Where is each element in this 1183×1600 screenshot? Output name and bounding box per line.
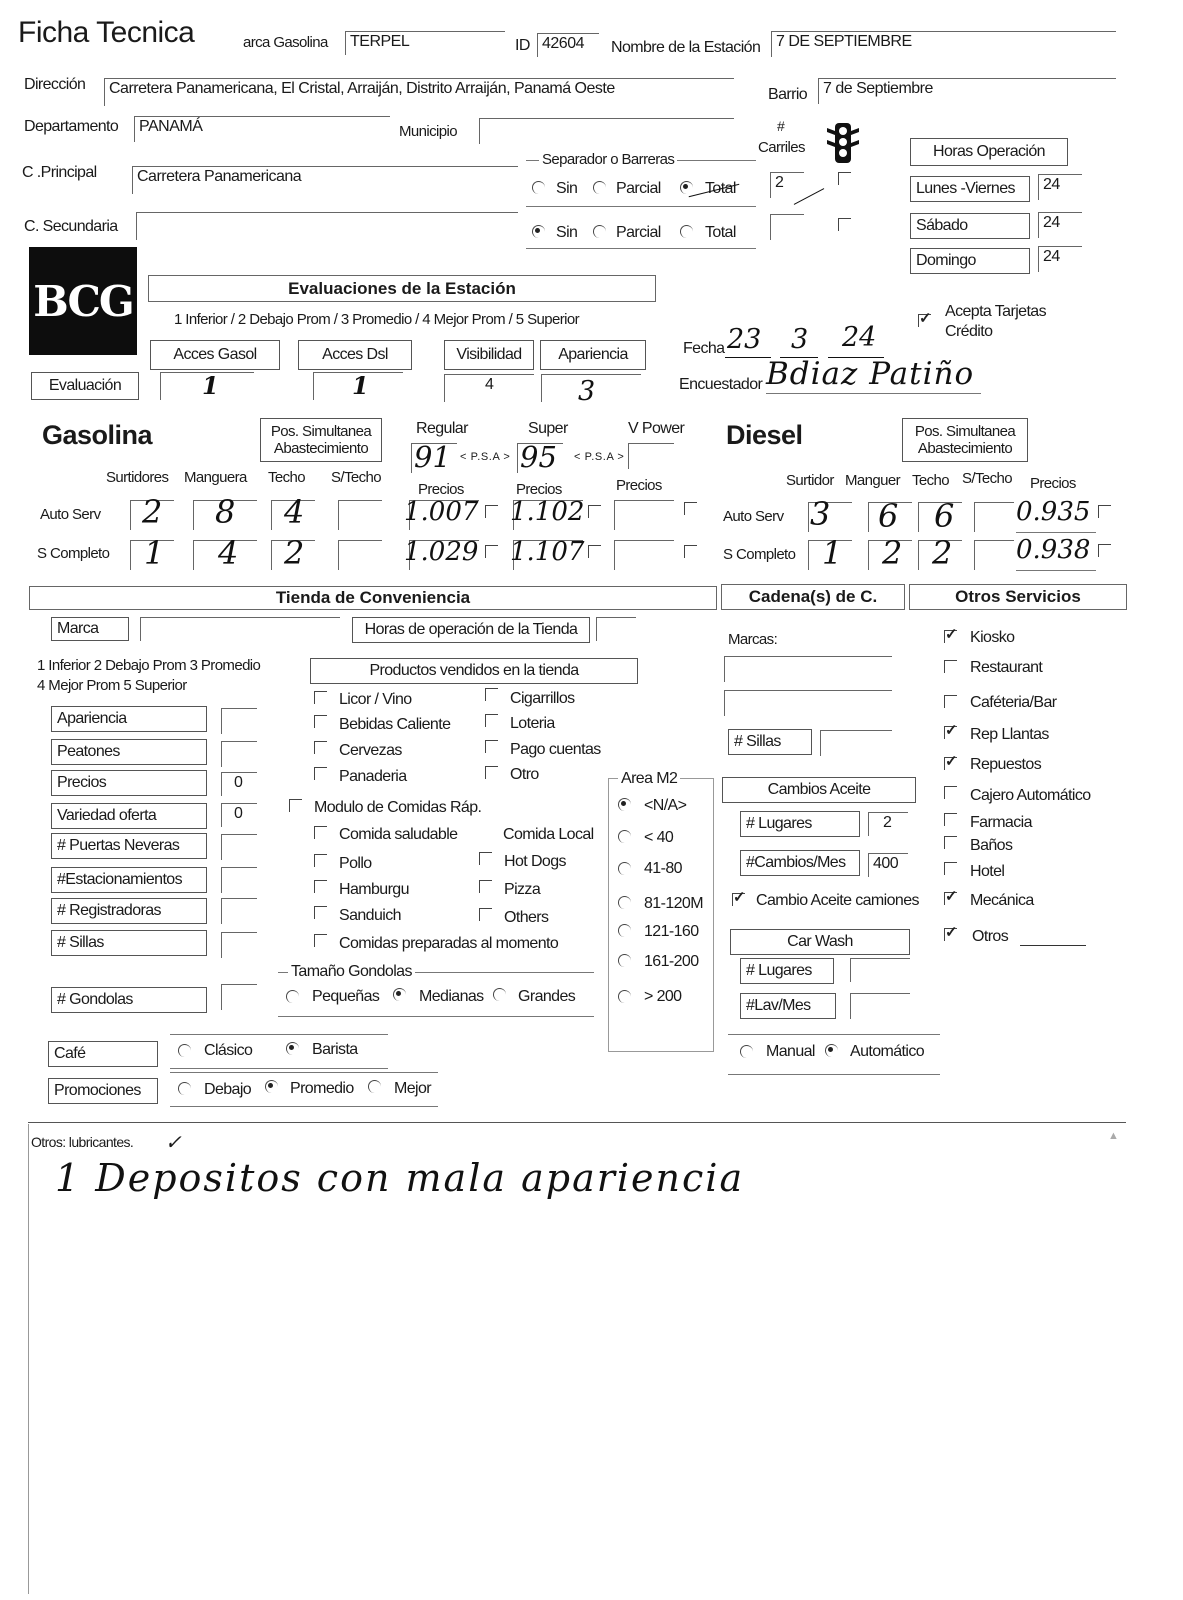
gasolina-completo-regular-check[interactable] [485, 545, 498, 558]
gasolina-auto-regular-price: 1.007 [404, 497, 479, 527]
wash-automatico-radio[interactable] [825, 1044, 838, 1057]
id-field[interactable]: 42604 [537, 33, 599, 57]
regular-label: Regular [416, 420, 468, 437]
cafe-barista-radio[interactable] [286, 1042, 299, 1055]
area-81-120-radio[interactable] [618, 896, 631, 909]
tienda-marca-label: Marca [51, 617, 129, 641]
encuestador-label: Encuestador [679, 376, 763, 393]
super-psa-label: < P.S.A > [574, 451, 625, 463]
producto-licor-label: Licor / Vino [339, 691, 412, 708]
area-gt200-radio[interactable] [618, 990, 631, 1003]
id-label: ID [515, 37, 530, 54]
separador2-parcial-radio[interactable] [593, 225, 606, 238]
comida-pizza-label: Pizza [504, 881, 541, 898]
carwash-lav-mes-field[interactable] [850, 993, 910, 1019]
apariencia-value: 3 [578, 376, 596, 407]
vpower-precios-label: Precios [616, 477, 662, 494]
gasolina-auto-regular-check[interactable] [485, 505, 498, 518]
producto-cervezas-checkbox[interactable] [314, 741, 327, 754]
diesel-auto-price-line [1016, 532, 1096, 533]
acces-dsl-label: Acces Dsl [298, 340, 412, 370]
separador1-sin-radio[interactable] [532, 181, 545, 194]
separador-divider [526, 206, 756, 207]
barrio-field[interactable]: 7 de Septiembre [818, 78, 1116, 104]
vpower-octane-field[interactable] [628, 443, 674, 469]
stecho-label: S/Techo [331, 469, 381, 486]
servicio-kiosko-checkbox[interactable] [944, 630, 957, 643]
gasolina-completo-vpower-check[interactable] [684, 545, 697, 558]
diesel-completo-price-check[interactable] [1098, 544, 1111, 557]
gasolina-completo-manguera-value: 4 [218, 534, 239, 572]
rating-peatones-label: Peatones [51, 739, 207, 765]
comida-pizza-checkbox[interactable] [479, 880, 492, 893]
bcg-logo [29, 247, 137, 355]
cadena-marca2-field[interactable] [724, 690, 892, 716]
cadena-sillas-label: # Sillas [728, 729, 812, 755]
cambio-camiones-checkbox[interactable] [732, 893, 745, 906]
diesel-completo-surtidor-value: 1 [822, 534, 843, 572]
diesel-completo-price: 0.938 [1016, 535, 1091, 565]
evaluaciones-title: Evaluaciones de la Estación [148, 275, 656, 302]
gasolina-s-completo-label: S Completo [37, 545, 110, 562]
car-wash-title: Car Wash [730, 929, 910, 955]
area-121-160-radio[interactable] [618, 924, 631, 937]
diesel-auto-stecho-field[interactable] [974, 502, 1014, 532]
servicio-otros-label: Otros [972, 928, 1009, 945]
producto-otro-checkbox[interactable] [485, 766, 498, 779]
gondolas-grandes-radio[interactable] [493, 988, 506, 1001]
separador1-total-radio[interactable] [680, 181, 693, 194]
cambios-aceite-title: Cambios Aceite [722, 777, 916, 803]
comida-local-label: Comida Local [503, 826, 594, 843]
gasolina-pos-simultanea-box [260, 418, 382, 462]
departamento-label: Departamento [24, 118, 119, 135]
regular-precios-label: Precios [418, 481, 464, 498]
form-title: Ficha Tecnica [18, 16, 195, 49]
area-frame [608, 778, 714, 1052]
servicio-repuestos-label: Repuestos [970, 756, 1042, 773]
promociones-label: Promociones [48, 1078, 158, 1104]
direccion-label: Dirección [24, 76, 86, 93]
carriles-label: Carriles [758, 139, 805, 156]
area-41-80-radio[interactable] [618, 862, 631, 875]
carriles2-checkbox[interactable] [838, 218, 851, 231]
notes-label: Otros: lubricantes. [31, 1134, 134, 1150]
acepta-tarjetas-checkbox[interactable] [918, 314, 931, 327]
servicio-hotel-label: Hotel [970, 863, 1005, 880]
separador2-parcial-label: Parcial [616, 224, 661, 241]
tienda-conveniencia-title: Tienda de Conveniencia [29, 586, 717, 610]
servicio-mecanica-label: Mecánica [970, 892, 1034, 909]
gondolas-medianas-label: Medianas [419, 988, 484, 1005]
gasolina-auto-vpower-price-field[interactable] [614, 500, 674, 530]
wash-manual-radio[interactable] [740, 1045, 753, 1058]
diesel-auto-price: 0.935 [1016, 497, 1091, 527]
carriles-hash: # [777, 118, 785, 134]
comida-sanduich-label: Sanduich [339, 907, 401, 924]
diesel-manguer-label: Manguer [845, 472, 901, 489]
separador2-sin-label: Sin [556, 224, 578, 241]
gasolina-completo-surtidores-value: 1 [144, 534, 165, 572]
promo-mejor-label: Mejor [394, 1080, 432, 1097]
rating-registradoras-label: # Registradoras [51, 898, 207, 924]
diesel-s-completo-label: S Completo [723, 546, 796, 563]
separador1-parcial-label: Parcial [616, 180, 661, 197]
cafe-label: Café [48, 1041, 158, 1067]
rating-sillas-field[interactable] [221, 932, 257, 958]
cadena-marca1-field[interactable] [724, 656, 892, 682]
separador2-total-radio[interactable] [680, 225, 693, 238]
separador-title: Separador o Barreras [539, 151, 677, 168]
rating-variedad-field[interactable]: 0 [221, 803, 257, 827]
diesel-pos-sim-line2: Abastecimiento [917, 440, 1013, 457]
acces-gasol-value: 1 [202, 371, 219, 400]
gasolina-auto-super-check[interactable] [588, 505, 601, 518]
gondolas-grandes-label: Grandes [518, 988, 576, 1005]
fecha-label: Fecha [683, 340, 725, 357]
diesel-completo-manguer-value: 2 [882, 534, 903, 572]
fecha-year: 24 [842, 322, 877, 353]
separador2-total-label: Total [705, 224, 736, 241]
manguera-label: Manguera [184, 469, 247, 486]
servicio-banos-checkbox[interactable] [944, 836, 957, 849]
comida-hotdogs-label: Hot Dogs [504, 853, 566, 870]
rating-estacionamientos-label: #Estacionamientos [51, 867, 207, 893]
diesel-auto-manguer-value: 6 [878, 497, 899, 535]
gondolas-frame-bottom [278, 1016, 594, 1017]
lunes-viernes-field[interactable]: 24 [1038, 174, 1082, 200]
carriles2-field[interactable] [770, 214, 804, 240]
productos-title: Productos vendidos en la tienda [310, 658, 638, 684]
area-na-radio[interactable] [618, 798, 631, 811]
gasolina-auto-techo-value: 4 [284, 493, 305, 531]
servicio-repuestos-checkbox[interactable] [944, 757, 957, 770]
cadena-title: Cadena(s) de C. [721, 584, 905, 610]
encuestador-signature: Bdiaz Patiño [766, 356, 975, 392]
tienda-horas-label: Horas de operación de la Tienda [352, 617, 590, 643]
gasolina-pos-sim-line2: Abastecimiento [273, 440, 369, 457]
separador-bottom-line [526, 248, 756, 249]
comida-saludable-checkbox[interactable] [314, 826, 327, 839]
diesel-auto-price-check[interactable] [1098, 505, 1111, 518]
producto-bebidas-label: Bebidas Caliente [339, 716, 451, 733]
promo-promedio-label: Promedio [290, 1080, 354, 1097]
credito-label: Crédito [945, 323, 993, 340]
diesel-stecho-label: S/Techo [962, 470, 1012, 487]
gasolina-auto-serv-label: Auto Serv [40, 506, 101, 523]
gasolina-completo-regular-price: 1.029 [404, 537, 479, 567]
super-label: Super [528, 420, 568, 437]
diesel-auto-techo-value: 6 [934, 497, 955, 535]
tienda-scale-line1: 1 Inferior 2 Debajo Prom 3 Promedio [37, 657, 261, 674]
modulo-comidas-checkbox[interactable] [289, 799, 302, 812]
servicio-restaurant-checkbox[interactable] [944, 660, 957, 673]
area-lt40-label: < 40 [644, 829, 674, 846]
super-octane-value: 95 [520, 440, 557, 474]
servicio-farmacia-checkbox[interactable] [944, 813, 957, 826]
cadena-sillas-field[interactable] [820, 730, 892, 756]
marca-gasolina-field[interactable]: TERPEL [345, 31, 505, 55]
wash-frame-bottom [728, 1074, 940, 1075]
area-161-200-radio[interactable] [618, 954, 631, 967]
sabado-label: Sábado [910, 213, 1030, 239]
comida-others-checkbox[interactable] [479, 908, 492, 921]
rating-estacionamientos-field[interactable] [221, 867, 257, 893]
rating-precios-field[interactable]: 0 [221, 772, 257, 796]
gasolina-completo-super-check[interactable] [588, 545, 601, 558]
notes-top-divider [28, 1122, 1126, 1123]
producto-panaderia-label: Panaderia [339, 768, 407, 785]
servicio-otros-line [1020, 945, 1086, 946]
calle-secundaria-field[interactable] [136, 212, 518, 240]
rating-sillas-label: # Sillas [51, 930, 207, 956]
promo-mejor-radio[interactable] [368, 1080, 381, 1093]
cambios-lugares-field[interactable]: 2 [868, 812, 908, 836]
cadena-marcas-label: Marcas: [728, 631, 778, 648]
cafe-frame-top [170, 1034, 388, 1035]
tienda-horas-field[interactable] [596, 617, 636, 641]
rating-precios-label: Precios [51, 770, 207, 796]
fecha-day: 23 [727, 324, 762, 355]
lunes-viernes-label: Lunes -Viernes [910, 176, 1030, 202]
servicio-farmacia-label: Farmacia [970, 814, 1032, 831]
gondolas-medianas-radio[interactable] [393, 988, 406, 1001]
producto-licor-checkbox[interactable] [314, 691, 327, 704]
gasolina-completo-vpower-price-field[interactable] [614, 540, 674, 570]
wash-manual-label: Manual [766, 1043, 815, 1060]
comida-hamburgu-checkbox[interactable] [314, 880, 327, 893]
promo-frame-bottom [170, 1106, 438, 1107]
producto-loteria-checkbox[interactable] [485, 714, 498, 727]
comida-others-label: Others [504, 909, 549, 926]
gondolas-pequenas-label: Pequeñas [312, 988, 380, 1005]
gasolina-title: Gasolina [42, 420, 153, 450]
servicio-cafeteria-checkbox[interactable] [944, 695, 957, 708]
diesel-completo-price-line [1016, 570, 1096, 571]
regular-psa-label: < P.S.A > [460, 451, 511, 463]
area-na-label: <N/A> [644, 797, 687, 814]
servicio-mecanica-checkbox[interactable] [944, 892, 957, 905]
servicio-kiosko-label: Kiosko [970, 629, 1015, 646]
super-precios-label: Precios [516, 481, 562, 498]
carriles-field[interactable]: 2 [770, 172, 804, 198]
area-title: Area M2 [618, 770, 680, 788]
cafe-clasico-radio[interactable] [178, 1044, 191, 1057]
diesel-completo-stecho-field[interactable] [974, 540, 1014, 570]
servicio-banos-label: Baños [970, 837, 1013, 854]
comida-preparadas-label: Comidas preparadas al momento [339, 935, 559, 952]
producto-pago-cuentas-checkbox[interactable] [485, 740, 498, 753]
comida-saludable-label: Comida saludable [339, 826, 458, 843]
gasolina-completo-super-price: 1.107 [510, 537, 585, 567]
encuestador-line [766, 393, 981, 394]
area-121-160-label: 121-160 [644, 923, 699, 940]
regular-octane-value: 91 [414, 440, 451, 474]
tienda-marca-field[interactable] [140, 617, 340, 641]
diesel-pos-sim-line1: Pos. Simultanea [914, 423, 1016, 440]
gondolas-count-label: # Gondolas [51, 987, 207, 1013]
visibilidad-label: Visibilidad [444, 340, 534, 370]
comida-preparadas-checkbox[interactable] [314, 934, 327, 947]
cambios-mes-field[interactable]: 400 [868, 853, 908, 877]
producto-bebidas-checkbox[interactable] [314, 715, 327, 728]
rating-variedad-label: Variedad oferta [51, 803, 207, 829]
cafe-barista-label: Barista [312, 1041, 358, 1058]
rating-registradoras-field[interactable] [221, 898, 257, 924]
surtidores-label: Surtidores [106, 469, 169, 486]
rating-apariencia-field[interactable] [221, 708, 257, 734]
otros-servicios-title: Otros Servicios [909, 584, 1127, 610]
apariencia-label: Apariencia [540, 340, 646, 370]
servicio-cajero-label: Cajero Automático [970, 787, 1091, 804]
diesel-techo-label: Techo [912, 472, 950, 489]
carriles1-checkbox[interactable] [838, 172, 851, 185]
notes-textarea[interactable] [28, 1124, 1126, 1594]
acces-dsl-value: 1 [352, 371, 369, 400]
rating-puertas-neveras-field[interactable] [221, 834, 257, 860]
fecha-month: 3 [791, 324, 809, 355]
fecha-day-line [725, 357, 771, 358]
bcg-logo-text: BCG [33, 276, 133, 326]
notes-handwritten: 1 Depositos con mala apariencia [55, 1156, 745, 1200]
producto-loteria-label: Loteria [510, 715, 555, 732]
separador1-parcial-radio[interactable] [593, 181, 606, 194]
promo-promedio-radio[interactable] [265, 1080, 278, 1093]
nombre-estacion-label: Nombre de la Estación [611, 39, 761, 56]
separador1-total-label: Total [705, 180, 736, 197]
area-gt200-label: > 200 [644, 988, 682, 1005]
gasolina-auto-manguera-value: 8 [215, 493, 236, 531]
evaluaciones-scale: 1 Inferior / 2 Debajo Prom / 3 Promedio / 4 Mejor Prom / 5 Superior [174, 311, 579, 328]
visibilidad-field[interactable]: 4 [444, 374, 534, 402]
diesel-auto-surtidor-value: 3 [810, 495, 831, 533]
rating-apariencia-label: Apariencia [51, 706, 207, 732]
area-lt40-radio[interactable] [618, 830, 631, 843]
horas-operacion-title: Horas Operación [910, 138, 1068, 166]
cambios-mes-label: #Cambios/Mes [740, 850, 860, 876]
servicio-rep-llantas-checkbox[interactable] [944, 726, 957, 739]
servicio-hotel-checkbox[interactable] [944, 862, 957, 875]
diesel-auto-serv-label: Auto Serv [723, 508, 784, 525]
cambio-camiones-label: Cambio Aceite camiones [756, 892, 919, 909]
barrio-label: Barrio [768, 86, 808, 103]
carwash-lav-mes-label: #Lav/Mes [740, 993, 836, 1019]
area-81-120-label: 81-120M [644, 895, 703, 912]
tienda-scale-line2: 4 Mejor Prom 5 Superior [37, 677, 187, 694]
servicio-restaurant-label: Restaurant [970, 659, 1043, 676]
cambios-lugares-label: # Lugares [740, 811, 860, 837]
comida-pollo-label: Pollo [339, 855, 372, 872]
gasolina-auto-vpower-check[interactable] [684, 502, 697, 515]
servicio-otros-checkbox[interactable] [944, 928, 957, 941]
promo-debajo-radio[interactable] [178, 1082, 191, 1095]
rating-puertas-neveras-label: # Puertas Neveras [51, 833, 207, 859]
carwash-lugares-field[interactable] [850, 958, 910, 982]
comida-sanduich-checkbox[interactable] [314, 906, 327, 919]
departamento-field[interactable]: PANAMÁ [134, 116, 390, 142]
calle-principal-label: C .Principal [22, 164, 97, 181]
diesel-pos-simultanea-box [902, 418, 1028, 462]
comida-hotdogs-checkbox[interactable] [479, 852, 492, 865]
area-161-200-label: 161-200 [644, 953, 699, 970]
producto-pago-cuentas-label: Pago cuentas [510, 741, 601, 758]
producto-cigarrillos-checkbox[interactable] [485, 688, 498, 701]
servicio-cajero-checkbox[interactable] [944, 786, 957, 799]
diesel-precios-label: Precios [1030, 475, 1076, 492]
modulo-comidas-label: Modulo de Comidas Ráp. [314, 799, 482, 816]
gasolina-completo-techo-value: 2 [284, 534, 305, 572]
gasolina-auto-surtidores-value: 2 [142, 493, 163, 531]
acces-gasol-label: Acces Gasol [150, 340, 280, 370]
calle-principal-field[interactable]: Carretera Panamericana [132, 166, 518, 194]
gasolina-auto-super-price: 1.102 [510, 497, 585, 527]
carwash-lugares-label: # Lugares [740, 958, 834, 984]
municipio-label: Municipio [399, 123, 457, 140]
gondolas-pequenas-radio[interactable] [286, 990, 299, 1003]
producto-cervezas-label: Cervezas [339, 742, 402, 759]
separador1-sin-label: Sin [556, 180, 578, 197]
gasolina-auto-stecho-field[interactable] [338, 500, 382, 530]
servicio-rep-llantas-label: Rep Llantas [970, 726, 1049, 743]
vpower-label: V Power [628, 420, 685, 437]
nombre-estacion-field[interactable]: 7 DE SEPTIEMBRE [771, 31, 1116, 57]
diesel-title: Diesel [726, 420, 803, 450]
techo-label: Techo [268, 469, 306, 486]
rating-peatones-field[interactable] [221, 741, 257, 767]
comida-hamburgu-label: Hamburgu [339, 881, 409, 898]
producto-panaderia-checkbox[interactable] [314, 767, 327, 780]
notes-check-mark: ✓ [165, 1132, 182, 1154]
diesel-surtidor-label: Surtidor [786, 472, 834, 489]
marca-gasolina-label: arca Gasolina [243, 34, 328, 51]
domingo-field[interactable]: 24 [1038, 246, 1082, 272]
promo-frame-top [170, 1072, 438, 1073]
direccion-field[interactable]: Carretera Panamericana, El Cristal, Arraiján, Distrito Arraiján, Panamá Oeste [104, 78, 734, 106]
producto-otro-label: Otro [510, 766, 539, 783]
promo-debajo-label: Debajo [204, 1081, 252, 1098]
calle-secundaria-label: C. Secundaria [24, 218, 118, 235]
acepta-tarjetas-label: Acepta Tarjetas [945, 303, 1046, 320]
comida-pollo-checkbox[interactable] [314, 854, 327, 867]
wash-automatico-label: Automático [850, 1043, 925, 1060]
sabado-field[interactable]: 24 [1038, 212, 1082, 238]
gasolina-completo-stecho-field[interactable] [338, 540, 382, 570]
separador2-sin-radio[interactable] [532, 225, 545, 238]
gasolina-pos-sim-line1: Pos. Simultanea [270, 423, 372, 440]
wash-frame-top [728, 1034, 940, 1035]
scroll-up-arrow-icon[interactable]: ▲ [1108, 1130, 1119, 1142]
servicio-cafeteria-label: Caféteria/Bar [970, 694, 1057, 711]
cafe-clasico-label: Clásico [204, 1042, 253, 1059]
producto-cigarrillos-label: Cigarrillos [510, 690, 575, 707]
area-41-80-label: 41-80 [644, 860, 682, 877]
gondolas-size-title: Tamaño Gondolas [288, 963, 415, 981]
evaluacion-label: Evaluación [31, 372, 139, 400]
municipio-field[interactable] [479, 118, 734, 144]
domingo-label: Domingo [910, 248, 1030, 274]
gondolas-count-field[interactable] [221, 984, 257, 1010]
traffic-light-icon [826, 122, 860, 164]
cafe-frame-bottom [170, 1068, 388, 1069]
diesel-completo-techo-value: 2 [932, 534, 953, 572]
